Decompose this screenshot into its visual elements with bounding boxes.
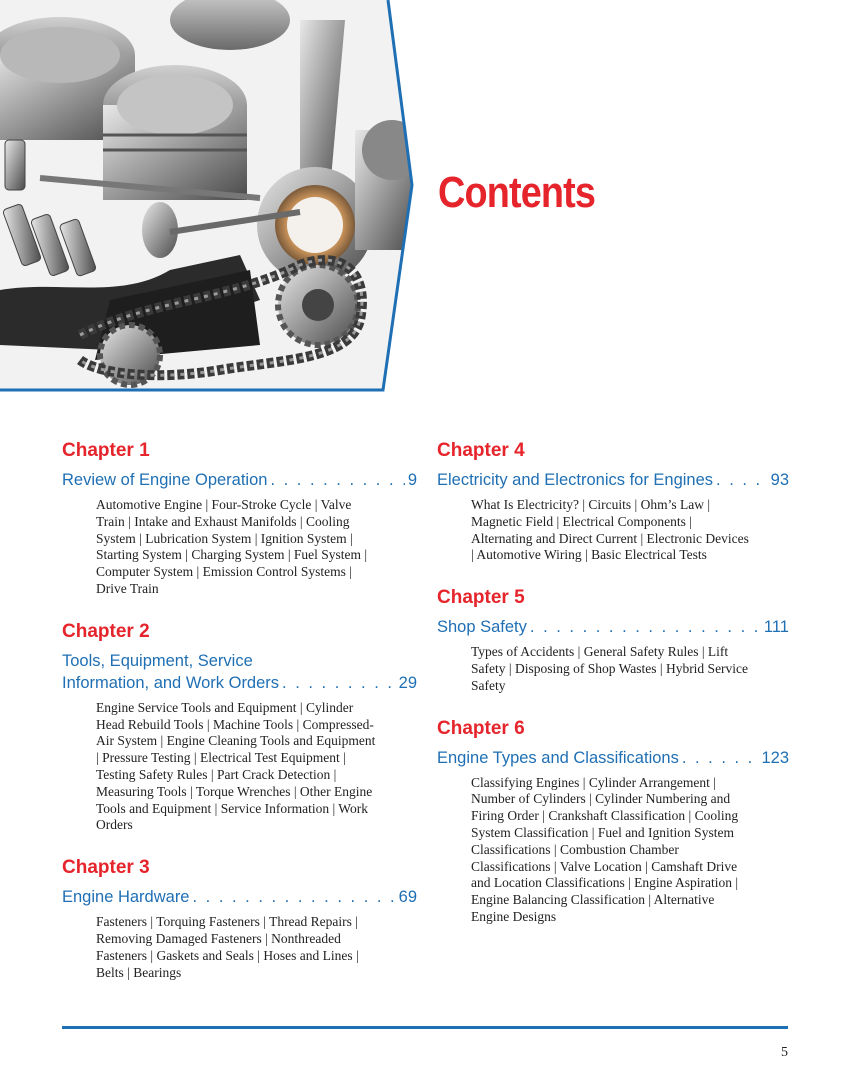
chapter-title-link[interactable] bbox=[437, 616, 789, 638]
chapter-entry-4 bbox=[437, 439, 789, 564]
contents-column-left bbox=[62, 439, 417, 1003]
chapter-title-link[interactable] bbox=[437, 747, 789, 769]
chapter-topics: Fasteners | Torquing Fasteners | Thread Repairs | Removing Damaged Fasteners | Nonthreaded Fasteners | Gaskets and Seals | Hoses and Lines | Belts | Bearings bbox=[96, 914, 359, 980]
chapter-label: Chapter 5 bbox=[437, 587, 525, 609]
leader-dots bbox=[282, 672, 396, 694]
leader-dots bbox=[270, 469, 404, 491]
chapter-title-link[interactable] bbox=[62, 672, 417, 694]
chapter-page-number: 9 bbox=[407, 471, 417, 489]
leader-dots bbox=[193, 886, 396, 908]
chapter-entry-3 bbox=[62, 856, 417, 981]
chapter-title: Electricity and Electronics for Engines bbox=[437, 471, 714, 489]
chapter-topics: Automotive Engine | Four-Stroke Cycle | Valve Train | Intake and Exhaust Manifolds | Cooling System | Lubrication System | Ignition System | Starting System | Charging System | Fuel System | Computer System | Emission Control Systems | Drive Train bbox=[96, 497, 368, 596]
leader-dots bbox=[530, 616, 761, 638]
chapter-page-number: 69 bbox=[398, 888, 417, 907]
chapter-title-link[interactable] bbox=[437, 469, 789, 491]
chapter-label: Chapter 2 bbox=[62, 620, 150, 642]
contents-column-right bbox=[437, 439, 789, 948]
leader-dots bbox=[682, 747, 759, 769]
page-title: Contents bbox=[438, 168, 596, 217]
chapter-title: Shop Safety bbox=[437, 618, 527, 637]
chapter-title-link[interactable] bbox=[62, 469, 417, 491]
chapter-entry-6 bbox=[437, 717, 789, 926]
chapter-label: Chapter 3 bbox=[62, 857, 150, 879]
chapter-title: Review of Engine Operation bbox=[62, 471, 268, 489]
chapter-entry-5 bbox=[437, 586, 789, 694]
chapter-label: Chapter 6 bbox=[437, 717, 525, 739]
chapter-topics: Engine Service Tools and Equipment | Cylinder Head Rebuild Tools | Machine Tools | Compressed-Air System | Engine Cleaning Tools and Equipment | Pressure Testing | Electrical Test Equipment | Testing Safety Rules | Part Crack Detection | Measuring Tools | Torque Wrenches | Other Engine Tools and Equipment | Service Information | Work Orders bbox=[96, 699, 376, 833]
engine-parts-photo bbox=[0, 0, 849, 395]
chapter-entry-2 bbox=[62, 620, 417, 834]
chapter-title: Information, and Work Orders bbox=[62, 673, 280, 692]
chapter-page-number: 29 bbox=[398, 673, 417, 692]
chapter-topics: What Is Electricity? | Circuits | Ohm’s Law | Magnetic Field | Electrical Components | Alternating and Direct Current | Electronic Devices | Automotive Wiring | Basic Electrical Tests bbox=[471, 497, 749, 563]
leader-dots bbox=[716, 469, 768, 491]
footer-rule bbox=[62, 1026, 788, 1029]
chapter-label: Chapter 4 bbox=[437, 440, 525, 461]
chapter-title: Engine Hardware bbox=[62, 888, 190, 907]
page-number: 5 bbox=[781, 1045, 788, 1060]
chapter-page-number: 111 bbox=[763, 618, 789, 637]
chapter-topics: Types of Accidents | General Safety Rules | Lift Safety | Disposing of Shop Wastes | Hybrid Service Safety bbox=[471, 644, 749, 693]
chapter-title-link[interactable] bbox=[62, 886, 417, 908]
chapter-topics: Classifying Engines | Cylinder Arrangement | Number of Cylinders | Cylinder Numbering and Firing Order | Crankshaft Classification | Cooling System Classification | Fuel and Ignition System Classifications | Combustion Chamber Classifications | Valve Location | Camshaft Drive and Location Classifications | Engine Aspiration | Engine Balancing Classification | Alternative Engine Designs bbox=[471, 774, 739, 924]
chapter-entry-1 bbox=[62, 439, 417, 598]
chapter-label: Chapter 1 bbox=[62, 440, 150, 461]
chapter-title-line1: Tools, Equipment, Service bbox=[62, 651, 253, 670]
chapter-title: Engine Types and Classifications bbox=[437, 748, 679, 767]
chapter-title-line[interactable] bbox=[62, 650, 417, 672]
chapter-page-number: 123 bbox=[761, 748, 789, 767]
chapter-page-number: 93 bbox=[770, 471, 789, 489]
